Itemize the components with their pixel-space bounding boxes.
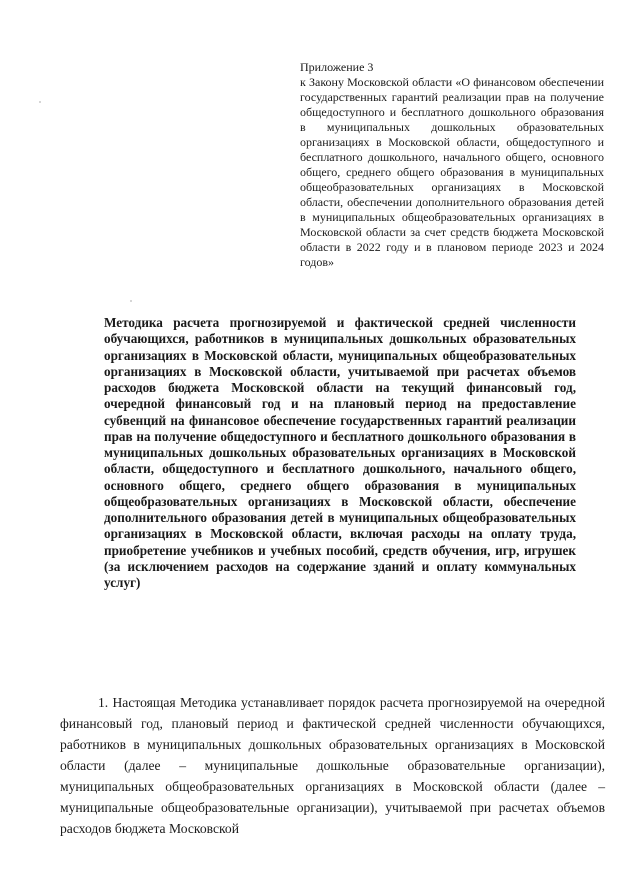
appendix-title: Приложение 3 xyxy=(300,60,374,74)
methodology-title: Методика расчета прогнозируемой и фактической средней численности обучающихся, работников в муниципальных дошкольных образовательных организациях в Московской области, муниципальных общеобразовательных организациях в Московской области, учитываемой при расчетах объемов расходов бюджета Московской области на текущий финансовый год, очередной финансовый год и на плановый период на предоставление субвенций на финансовое обеспечение государственных гарантий реализации прав на получение общедоступного и бесплатного дошкольного образования в муниципальных дошкольных образовательных организациях в Московской области, общедоступного и бесплатного дошкольного, начального общего, основного общего, среднего общего образования в муниципальных общеобразовательных организациях в Московской области, обеспечение дополнительного образования детей в муниципальных общеобразовательных организациях в Московской области, включая расходы на оплату труда, приобретение учебников и учебных пособий, средств обучения, игр, игрушек (за исключением расходов на содержание зданий и оплату коммунальных услуг) xyxy=(104,315,576,590)
scan-speck xyxy=(39,101,41,103)
paragraph-1: 1. Настоящая Методика устанавливает порядок расчета прогнозируемой на очередной финансовый год, плановый период и фактической средней численности обучающихся, работников в муниципальных дошкольных образовательных организациях в Московской области (далее – муниципальные дошкольные образовательные организации), муниципальных общеобразовательных организациях в Московской области (далее – муниципальные общеобразовательные организации), учитываемой при расчетах объемов расходов бюджета Московской xyxy=(60,695,605,836)
appendix-header xyxy=(300,60,604,270)
scan-speck xyxy=(130,300,132,302)
appendix-text: к Закону Московской области «О финансовом обеспечении государственных гарантий реализации прав на получение общедоступного и бесплатного дошкольного образования в муниципальных дошкольных образовательных организациях в Московской области, общедоступного и бесплатного дошкольного, начального общего, основного общего, среднего общего образования в муниципальных общеобразовательных организациях в Московской области, обеспечении дополнительного образования детей в муниципальных общеобразовательных организациях в Московской области за счет средств бюджета Московской области в 2022 году и в плановом периоде 2023 и 2024 годов» xyxy=(300,75,604,269)
